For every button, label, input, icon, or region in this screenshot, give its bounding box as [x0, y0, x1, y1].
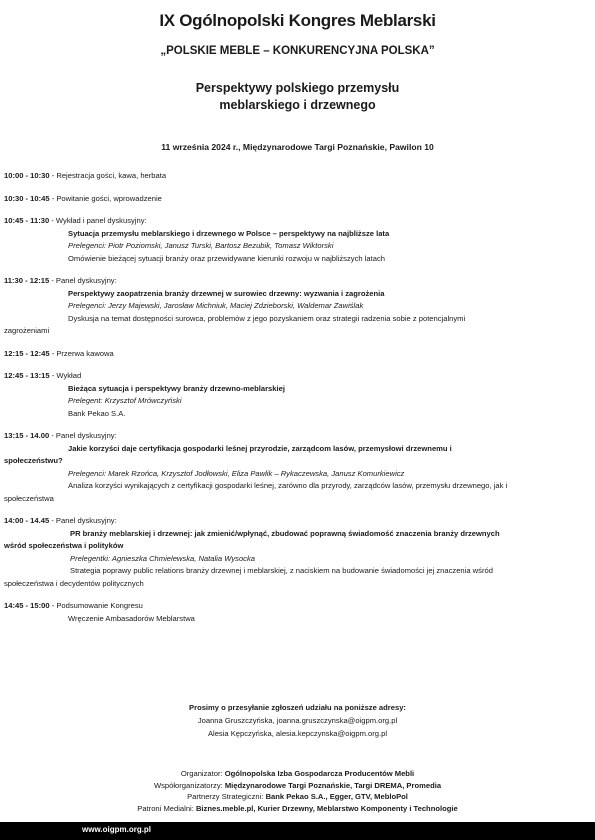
agenda-topic: Bieżąca sytuacja i perspektywy branży drzewno-meblarskiej [68, 383, 285, 393]
agenda-desc: - Przerwa kawowa [49, 348, 114, 358]
website-link[interactable]: www.oigpm.org.pl [82, 825, 152, 834]
footer-partners [0, 791, 595, 803]
agenda-desc: - Powitanie gości, wprowadzenie [49, 193, 162, 203]
contacts [0, 701, 595, 740]
contacts-heading: Prosimy o przesyłanie zgłoszeń udziału na poniższe adresy: [189, 703, 406, 712]
agenda-desc: - Panel dyskusyjny: [49, 276, 117, 285]
agenda-desc: - Wykład i panel dyskusyjny: [49, 216, 147, 225]
agenda [4, 170, 586, 635]
agenda-item [4, 275, 586, 338]
agenda-desc: - Panel dyskusyjny: [49, 431, 117, 440]
agenda-time: 13:15 - 14.00 [4, 431, 50, 440]
agenda-time: 11:30 - 12:15 [4, 276, 50, 285]
agenda-item [4, 430, 586, 505]
agenda-item [4, 515, 586, 590]
agenda-time: 10:30 - 10:45 [4, 193, 50, 203]
footer [0, 768, 595, 814]
agenda-note: Dyskusja na temat dostępności surowca, problemów z jego pozyskaniem oraz strategii radzenia sobie z potencjalnymi [68, 313, 466, 323]
agenda-topic: wśród społeczeństwa i polityków [4, 541, 124, 550]
date-place: 11 września 2024 r., Międzynarodowe Targi Poznańskie, Pawilon 10 [161, 142, 434, 152]
congress-subtitle [0, 80, 595, 114]
footer-bar [0, 822, 595, 840]
footer-label: Organizator: [180, 769, 225, 778]
subtitle-line: meblarskiego i drzewnego [219, 98, 376, 112]
agenda-note: społeczeństwa [4, 493, 54, 503]
agenda-time: 14:45 - 15:00 [4, 601, 50, 610]
agenda-item [4, 170, 586, 183]
agenda-topic: Perspektywy zaopatrzenia branży drzewnej w surowiec drzewny: wyzwania i zagrożenia [68, 288, 385, 298]
agenda-note: Omówienie bieżącej sytuacji branży oraz przewidywane kierunki rozwoju w najbliższych latach [68, 253, 385, 263]
agenda-speakers: Prelegenci: Marek Rzońca, Krzysztof Jodłowski, Eliza Pawlik – Rykaczewska, Janusz Komurkiewicz [68, 468, 405, 478]
agenda-speakers: Prelegent: Krzysztof Mrówczyński [68, 396, 182, 405]
footer-label: Współorganizatorzy: [153, 780, 225, 790]
agenda-desc: - Panel dyskusyjny: [49, 516, 117, 525]
agenda-time: 10:00 - 10:30 [4, 171, 50, 180]
footer-organizer [0, 768, 595, 780]
agenda-speakers: Prelegenci: Piotr Poziomski, Janusz Turski, Bartosz Bezubik, Tomasz Wiktorski [68, 241, 334, 250]
congress-slogan: „POLSKIE MEBLE – KONKURENCYJNA POLSKA” [160, 45, 435, 57]
agenda-topic: Jakie korzyści daje certyfikacja gospodarki leśnej przyrodzie, zarządcom lasów, przemysłowi drzewnemu i [68, 443, 452, 453]
agenda-note: Wręczenie Ambasadorów Meblarstwa [68, 613, 195, 623]
agenda-speakers: Prelegenci: Jerzy Majewski, Jarosław Michniuk, Maciej Zdzieborski, Waldemar Zawiślak [68, 301, 364, 310]
footer-label: Patroni Medialni: [137, 803, 196, 813]
agenda-item [4, 193, 586, 206]
contact-line[interactable]: Alesia Kępczyńska, alesia.kepczynska@oigpm.org.pl [207, 729, 388, 738]
agenda-time: 14:00 - 14.45 [4, 516, 50, 525]
agenda-topic: PR branży meblarskiej i drzewnej: jak zmienić/wpłynąć, zbudować poprawną świadomość znaczenia branży drzewnych [70, 528, 500, 538]
agenda-speakers: Prelegentki: Agnieszka Chmielewska, Natalia Wysocka [70, 553, 255, 563]
agenda-topic: społeczeństwu? [4, 456, 63, 465]
agenda-item [4, 600, 586, 625]
agenda-time: 10:45 - 11:30 [4, 216, 50, 225]
agenda-item [4, 215, 586, 265]
footer-coorganizers [0, 780, 595, 792]
agenda-topic: Sytuacja przemysłu meblarskiego i drzewnego w Polsce – perspektywy na najbliższe lata [68, 228, 390, 238]
agenda-item [4, 370, 586, 420]
agenda-item [4, 348, 586, 361]
footer-label: Partnerzy Strategiczni: [187, 792, 266, 801]
contact-line[interactable]: Joanna Gruszczyńska, joanna.gruszczynska@oigpm.org.pl [197, 716, 398, 725]
agenda-desc: - Podsumowanie Kongresu [49, 601, 143, 610]
subtitle-line: Perspektywy polskiego przemysłu [195, 81, 400, 95]
agenda-note: zagrożeniami [4, 326, 50, 335]
footer-value: Biznes.meble.pl, Kurier Drzewny, Meblarstwo Komponenty i Technologie [195, 803, 458, 813]
footer-media [0, 803, 595, 815]
agenda-note: Strategia poprawy public relations branży drzewnej i meblarskiej, z naciskiem na budowanie świadomości jej znaczenia wśród [70, 566, 493, 575]
agenda-note: Bank Pekao S.A. [68, 408, 126, 418]
footer-value: Międzynarodowe Targi Poznańskie, Targi DREMA, Promedia [224, 780, 442, 790]
agenda-time: 12:45 - 13:15 [4, 371, 50, 380]
agenda-time: 12:15 - 12:45 [4, 348, 50, 358]
footer-value: Bank Pekao S.A., Egger, GTV, MebloPol [265, 792, 408, 801]
agenda-note: Analiza korzyści wynikających z certyfikacji gospodarki leśnej, zarówno dla przyrody, zarządców lasów, przemysłu drzewnego, jak i [68, 481, 508, 490]
agenda-note: społeczeństwa i decydentów politycznych [4, 578, 144, 588]
congress-title: IX Ogólnopolski Kongres Meblarski [159, 11, 436, 30]
agenda-desc: - Wykład [49, 371, 82, 380]
footer-value: Ogólnopolska Izba Gospodarcza Producentów Mebli [224, 769, 415, 778]
agenda-desc: - Rejestracja gości, kawa, herbata [49, 171, 167, 180]
